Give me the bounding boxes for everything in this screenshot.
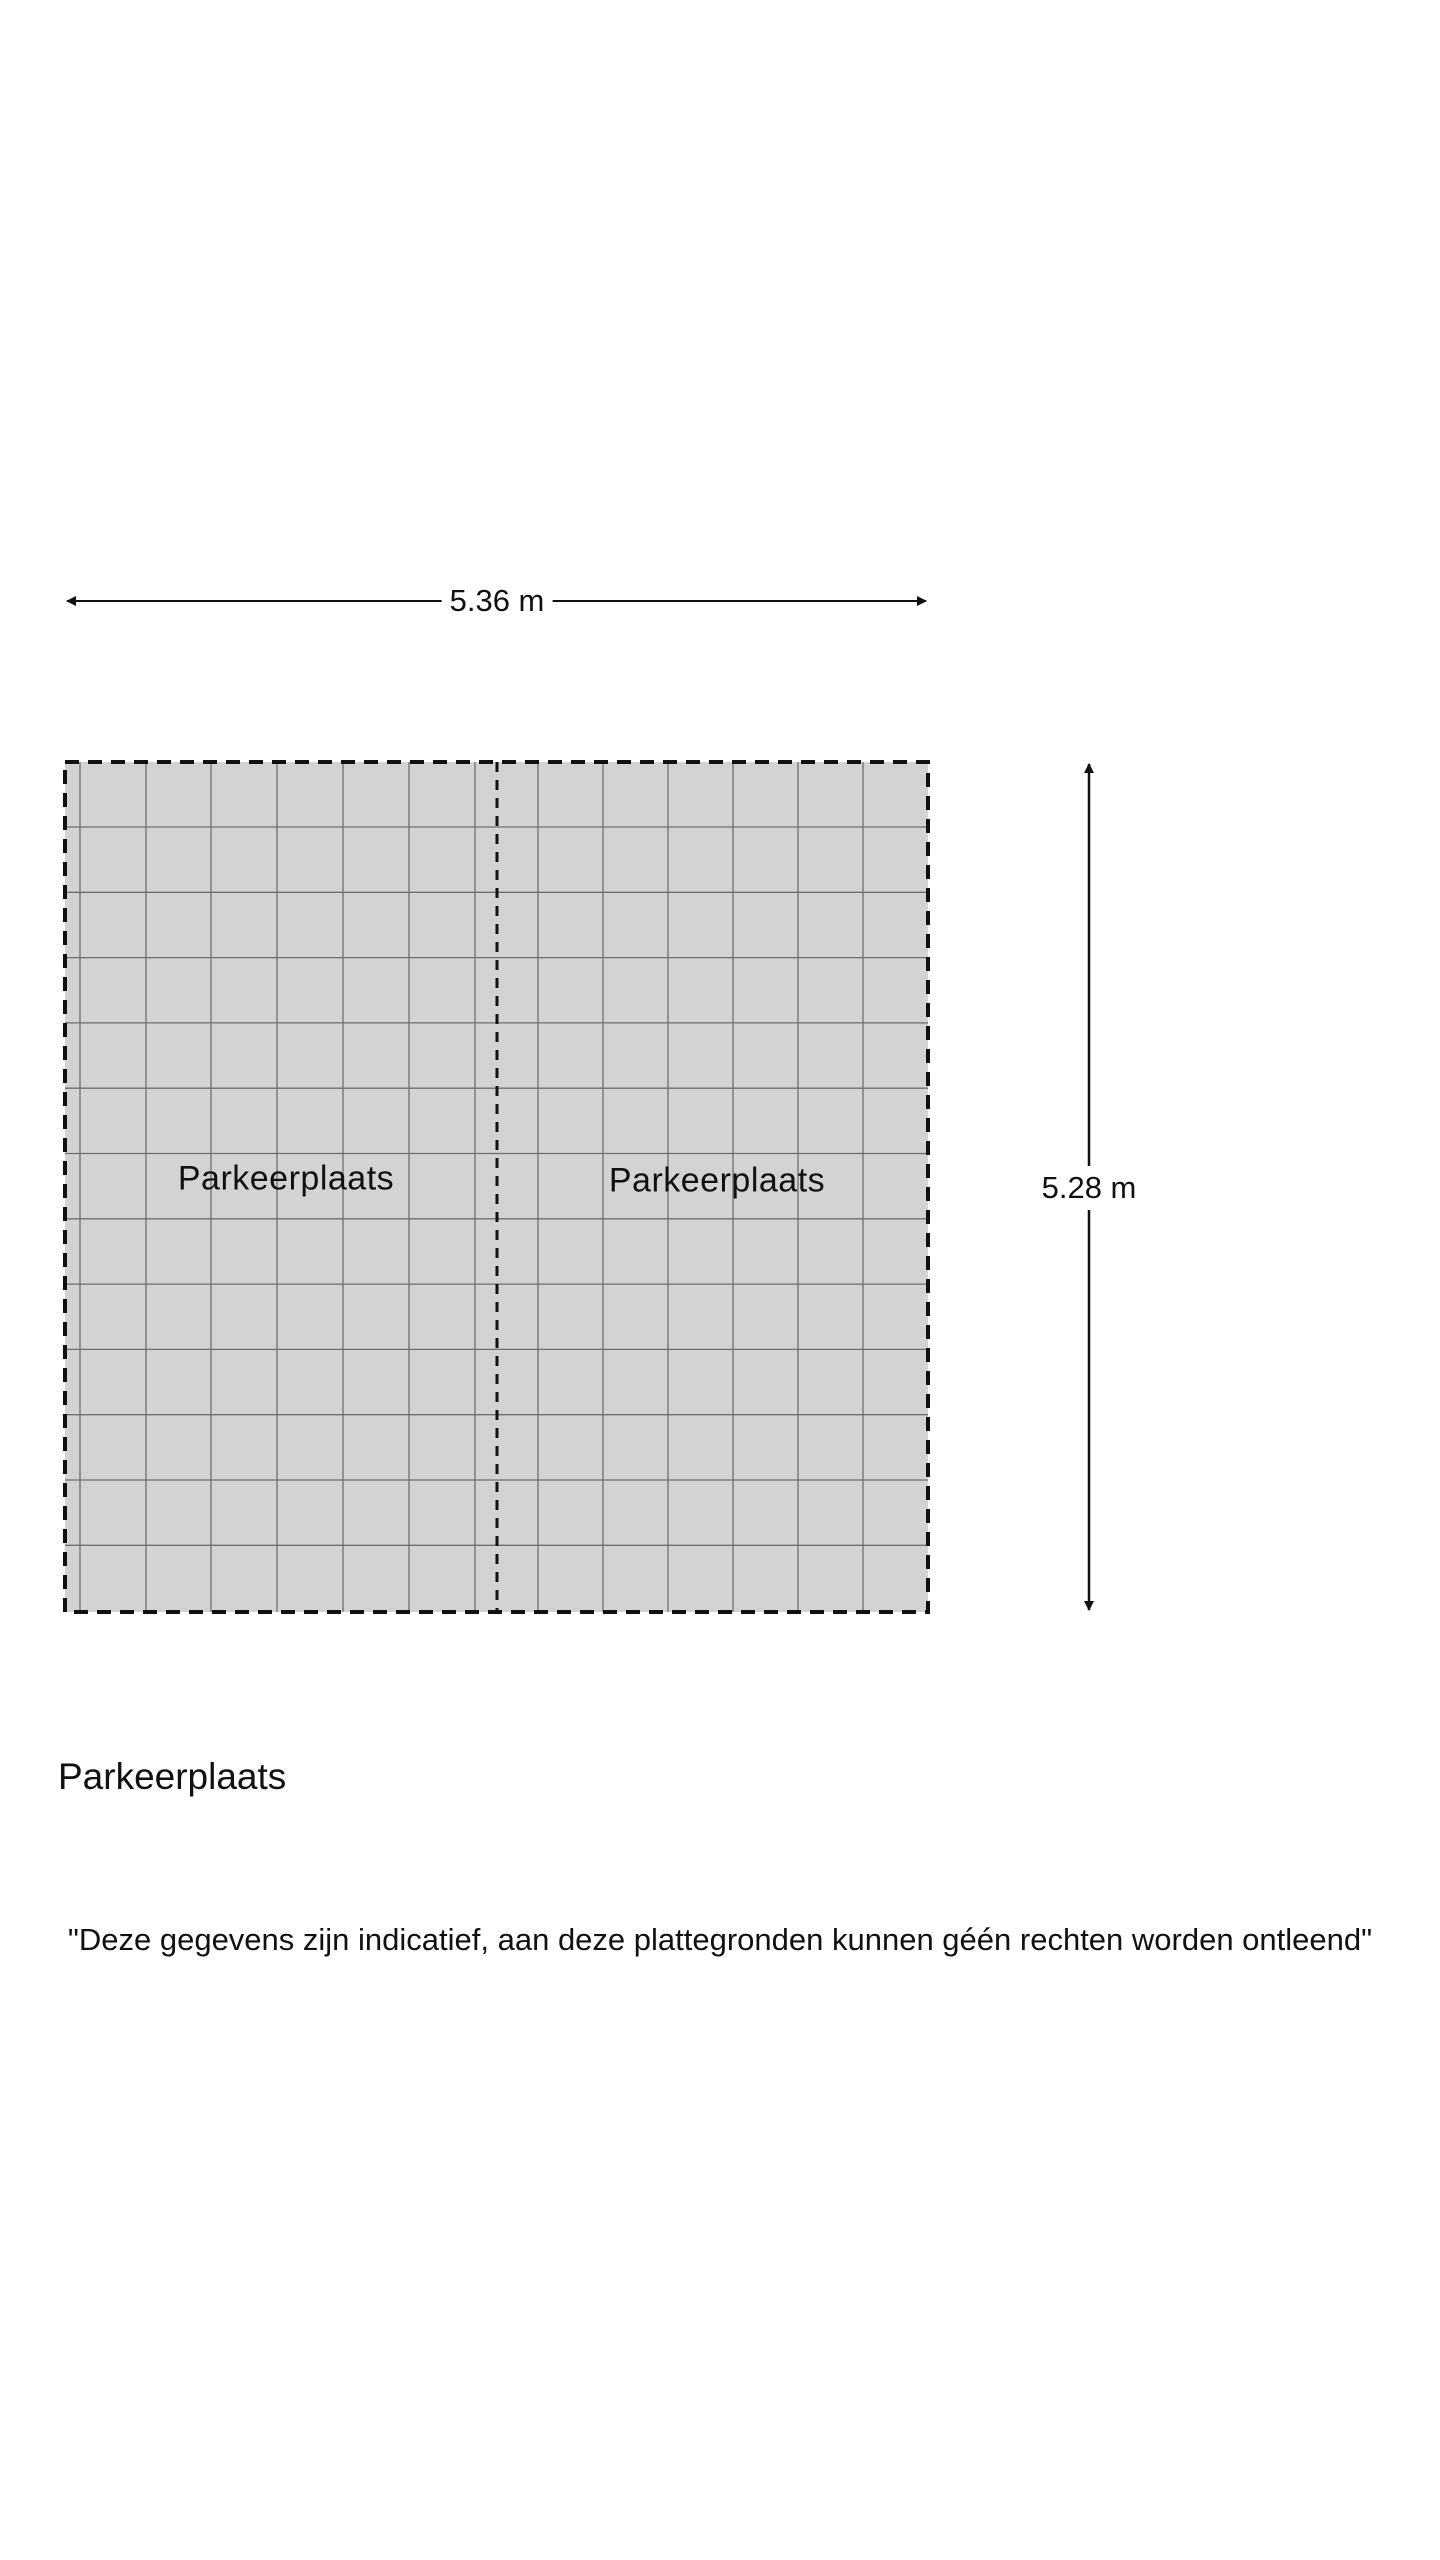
floor-title: Parkeerplaats <box>58 1756 287 1797</box>
room-label-parking-2: Parkeerplaats <box>608 1161 826 1200</box>
room-label-parking-1: Parkeerplaats <box>177 1159 395 1198</box>
disclaimer: "Deze gegevens zijn indicatief, aan deze plattegronden kunnen géén rechten worden ontleend" <box>67 1922 1373 1957</box>
width-dimension-label: 5.36 m <box>442 583 553 619</box>
height-dimension-label: 5.28 m <box>1038 1166 1141 1210</box>
